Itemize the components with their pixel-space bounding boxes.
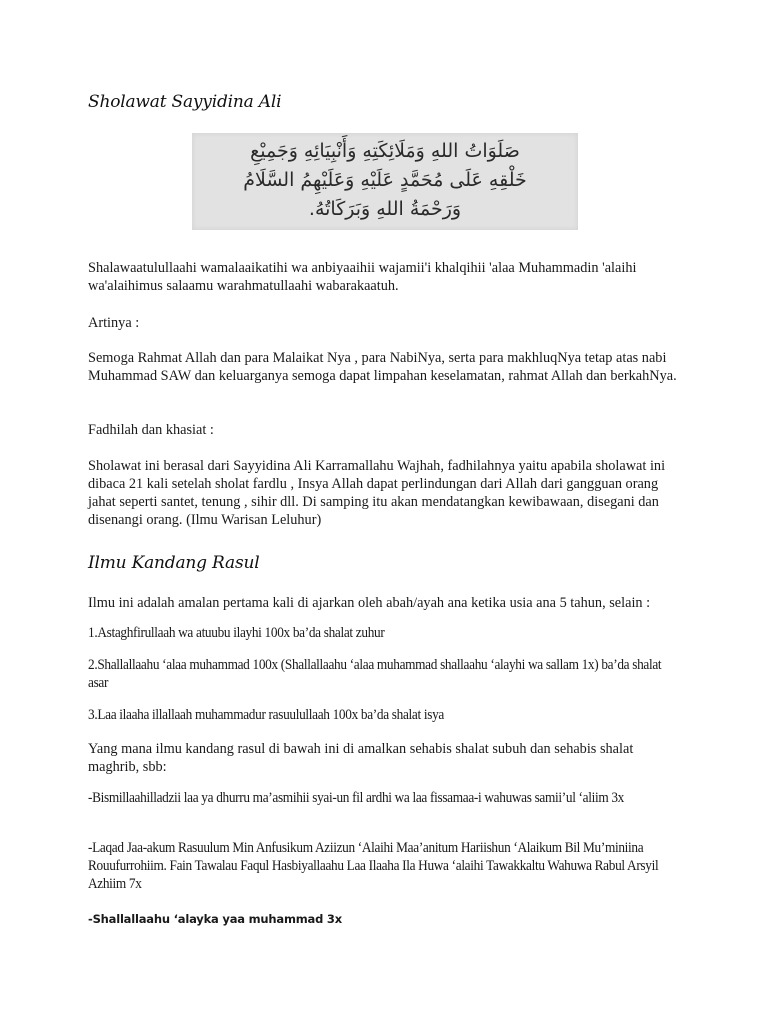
transliteration-paragraph: Shalawaatulullaahi wamalaaikatihi wa anbiyaaihii wajamii'i khalqihii 'alaa Muhammadin 'alaihi wa'alaihimus salaamu warahmatullaahi wabarakaatuh. — [88, 260, 637, 294]
practice-intro-paragraph: Yang mana ilmu kandang rasul di bawah ini di amalkan sehabis shalat subuh dan sehabis shalat maghrib, sbb: — [88, 741, 634, 775]
intro-paragraph: Ilmu ini adalah amalan pertama kali di ajarkan oleh abah/ayah ana ketika usia ana 5 tahun, selain : — [88, 595, 651, 611]
section-title-kandang-rasul: Ilmu Kandang Rasul — [88, 553, 260, 573]
arabic-line: صَلَوَاتُ اللهِ وَمَلَائِكَتِهِ وَأَنْبِيَائِهِ وَجَمِيْعِ — [250, 140, 520, 162]
recitation-item: -Laqad Jaa-akum Rasuulum Min Anfusikum Aziizun ‘Alaihi Maa’anitum Hariishun ‘Alaikum Bil Mu’miniina Rouufurrohiim. Fain Tawalau Faqul Hasbiyallaahu Laa Ilaaha Ila Huwa ‘alaihi Tawakkaltu Wahuwa Rabul Arsyil Azhiim 7x — [88, 840, 659, 892]
list-item: 2.Shallallaahu ‘alaa muhammad 100x (Shallallaahu ‘alaa muhammad shallaahu ‘alayhi wa sallam 1x) ba’da shalat asar — [88, 657, 662, 691]
translation-paragraph: Semoga Rahmat Allah dan para Malaikat Nya , para NabiNya, serta para makhluqNya tetap atas nabi Muhammad SAW dan keluarganya semoga dapat limpahan keselamatan, rahmat Allah dan berkahNya. — [88, 350, 677, 384]
list-item: 1.Astaghfirullaah wa atuubu ilayhi 100x ba’da shalat zuhur — [88, 625, 385, 641]
list-item: 3.Laa ilaaha illallaah muhammadur rasuulullaah 100x ba’da shalat isya — [88, 707, 444, 723]
arabic-line: خَلْقِهِ عَلَى مُحَمَّدٍ عَلَيْهِ وَعَلَيْهِمُ السَّلَامُ — [243, 169, 527, 191]
recitation-item: -Shallallaahu ‘alayka yaa muhammad 3x — [88, 912, 342, 926]
arabic-line: وَرَحْمَةُ اللهِ وَبَرَكَاتُهُ. — [308, 198, 462, 220]
translation-label: Artinya : — [88, 315, 140, 331]
virtue-paragraph: Sholawat ini berasal dari Sayyidina Ali Karramallahu Wajhah, fadhilahnya yaitu apabila sholawat ini dibaca 21 kali setelah sholat fardlu , Insya Allah dapat perlindungan dari Allah dari gangguan orang jahat seperti santet, tenung , sihir dll. Di samping itu akan mendatangkan kewibawaan, disegani dan disenangi orang. (Ilmu Warisan Leluhur) — [88, 458, 666, 528]
arabic-text-image — [192, 133, 578, 230]
recitation-item: -Bismillaahilladzii laa ya dhurru ma’asmihii syai-un fil ardhi wa laa fissamaa-i wahuwas samii’ul ‘aliim 3x — [88, 790, 625, 806]
section-title-sholawat: Sholawat Sayyidina Ali — [88, 92, 282, 112]
virtue-label: Fadhilah dan khasiat : — [88, 422, 214, 438]
